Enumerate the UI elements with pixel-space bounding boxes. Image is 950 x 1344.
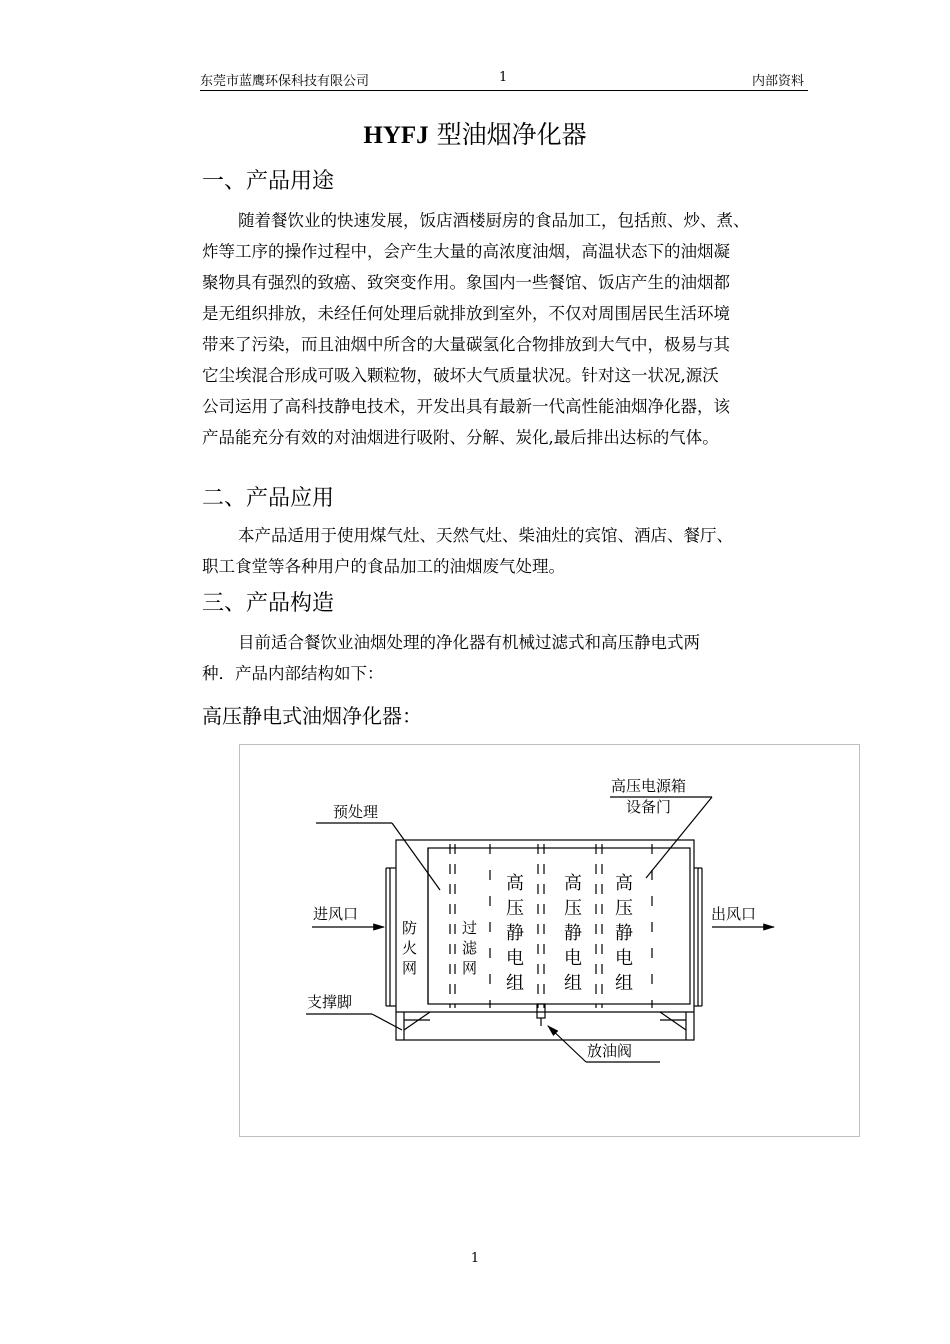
text-line: 是无组织排放，未经任何处理后就排放到室外，不仅对周围居民生活环境 <box>202 304 730 323</box>
text-line: 随着餐饮业的快速发展，饭店酒楼厨房的食品加工，包括煎、炒、煮、 <box>238 211 750 230</box>
header-company: 东莞市蓝鹰环保科技有限公司 <box>200 74 370 89</box>
fire-net-char: 网 <box>402 959 418 977</box>
text-line: 本产品适用于使用煤气灶、天然气灶、柴油灶的宾馆、酒店、餐厅、 <box>238 526 733 545</box>
text-line: 聚物具有强烈的致癌、致突变作用。象国内一些餐馆、饭店产生的油烟都 <box>202 273 730 292</box>
title-model: HYFJ <box>363 122 429 149</box>
filter-net-char: 过 <box>462 919 478 937</box>
hv-group-2-char: 电 <box>564 948 582 969</box>
filter-net-char: 网 <box>462 959 478 977</box>
hv-group-2-char: 组 <box>564 973 582 994</box>
text-line: 它尘埃混合形成可吸入颗粒物，破坏大气质量状况。针对这一状况,源沃 <box>202 366 719 385</box>
header-page-number: 1 <box>499 70 508 85</box>
label-power-box: 高压电源箱 <box>611 777 687 795</box>
hv-group-1-char: 压 <box>506 898 524 919</box>
label-drain-valve: 放油阀 <box>587 1042 633 1060</box>
text-line: 职工食堂等各种用户的食品加工的油烟废气处理。 <box>202 557 565 576</box>
section-heading-structure: 三、产品构造 <box>202 591 335 616</box>
text-line: 目前适合餐饮业油烟处理的净化器有机械过滤式和高压静电式两 <box>238 633 700 652</box>
hv-group-3-char: 压 <box>615 898 633 919</box>
hv-group-3-char: 组 <box>615 973 633 994</box>
section-heading-application: 二、产品应用 <box>202 486 335 511</box>
label-door: 设备门 <box>626 798 672 816</box>
text-line: 带来了污染，而且油烟中所含的大量碳氢化合物排放到大气中，极易与其 <box>202 335 730 354</box>
section-heading-usage: 一、产品用途 <box>202 169 335 194</box>
hv-group-2-char: 高 <box>564 873 582 894</box>
hv-group-1-char: 电 <box>506 948 524 969</box>
hv-group-3-char: 电 <box>615 948 633 969</box>
text-line: 炸等工序的操作过程中，会产生大量的高浓度油烟，高温状态下的油烟凝 <box>202 242 730 261</box>
text-line: 产品能充分有效的对油烟进行吸附、分解、炭化,最后排出达标的气体。 <box>202 428 719 447</box>
hv-group-2-char: 静 <box>564 923 582 944</box>
hv-group-3-char: 高 <box>615 873 633 894</box>
label-support: 支撑脚 <box>307 993 353 1011</box>
hv-group-2-char: 压 <box>564 898 582 919</box>
label-pretreat: 预处理 <box>333 803 379 821</box>
filter-net-char: 滤 <box>462 939 478 957</box>
fire-net-char: 防 <box>402 919 418 937</box>
text-line: 公司运用了高科技静电技术，开发出具有最新一代高性能油烟净化器，该 <box>202 397 730 416</box>
hv-group-1-char: 高 <box>506 873 524 894</box>
label-inlet: 进风口 <box>313 905 359 923</box>
diagram-subheading: 高压静电式油烟净化器： <box>202 704 422 728</box>
fire-net-char: 火 <box>402 939 418 957</box>
label-outlet: 出风口 <box>711 905 757 923</box>
header-label: 内部资料 <box>752 74 805 89</box>
text-line: 种．产品内部结构如下： <box>202 664 384 683</box>
hv-group-1-char: 组 <box>506 973 524 994</box>
footer-page-number: 1 <box>470 1251 480 1266</box>
hv-group-1-char: 静 <box>506 923 524 944</box>
title-name: 型油烟净化器 <box>436 120 587 149</box>
hv-group-3-char: 静 <box>615 923 633 944</box>
